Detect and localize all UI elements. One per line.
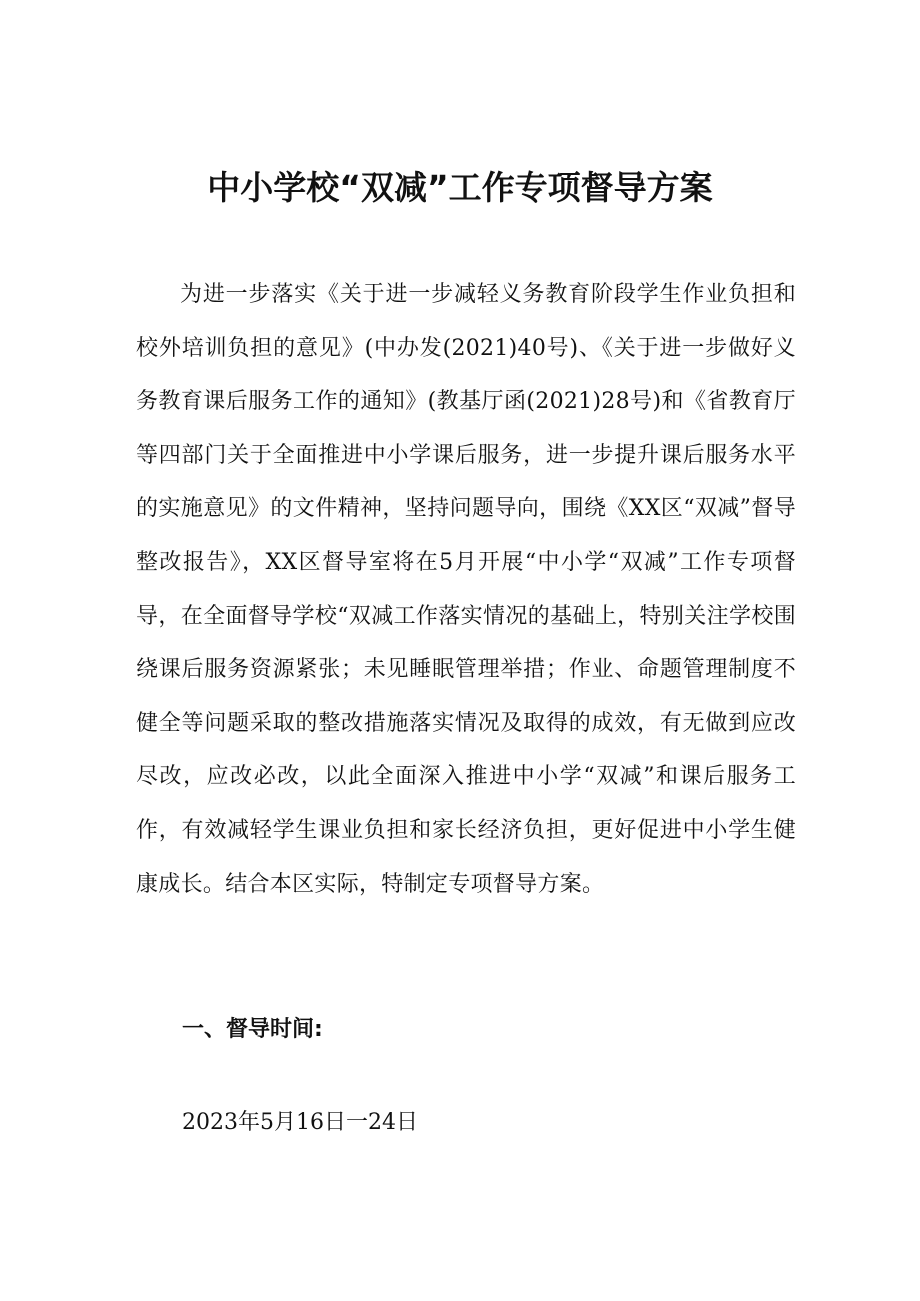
section-heading-inspection-time: 一、督导时间:: [182, 1017, 323, 1042]
document-title: 中小学校“双减”工作专项督导方案: [207, 168, 713, 207]
intro-paragraph: 为进一步落实《关于进一步减轻义务教育阶段学生作业负担和校外培训负担的意见》(中办发(2021)40号)、《关于进一步做好义务教育课后服务工作的通知》(教基厅函(2021)28号)和《省教育厅等四部门关于全面推进中小学课后服务，进一步提升课后服务水平的实施意见》的文件精神，坚持问题导向，围绕《XX区“双减”督导整改报告》，XX区督导室将在5月开展“中小学“双减”工作专项督导，在全面督导学校“双减工作落实情况的基础上，特别关注学校围绕课后服务资源紧张；未见睡眠管理举措；作业、命题管理制度不健全等问题采取的整改措施落实情况及取得的成效，有无做到应改尽改，应改必改，以此全面深入推进中小学“双减”和课后服务工作，有效减轻学生课业负担和家长经济负担，更好促进中小学生健康成长。结合本区实际，特制定专项督导方案。: [136, 282, 796, 897]
inspection-time-range: 2023年5月16日一24日: [182, 1110, 418, 1135]
